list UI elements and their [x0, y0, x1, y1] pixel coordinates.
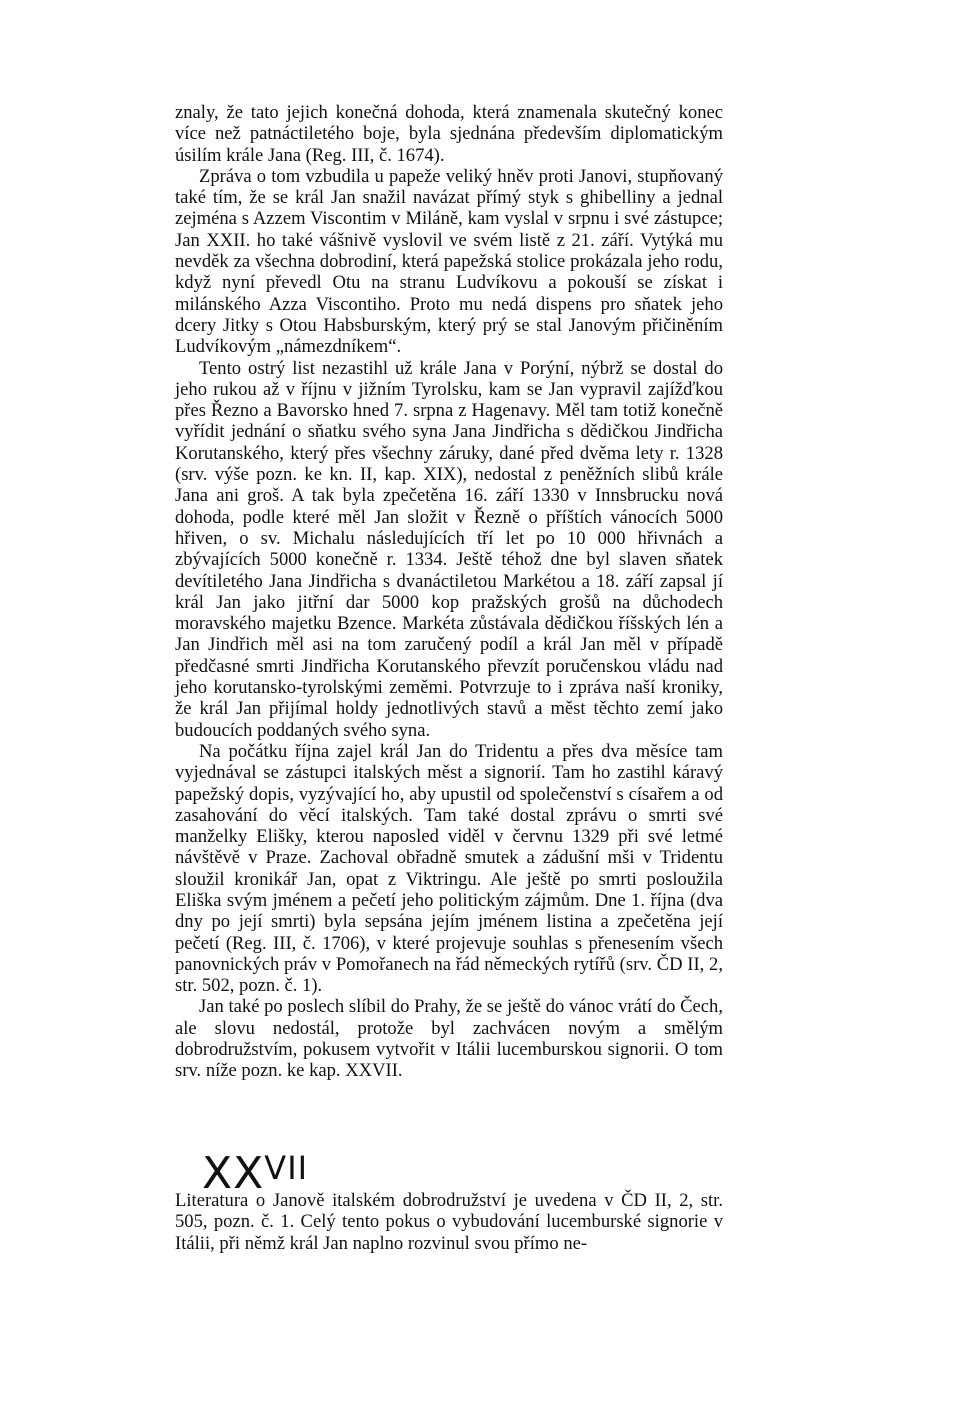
paragraph-trident: Na počátku října zajel král Jan do Tridentu a přes dva měsíce tam vyjednával se zástupci italských měst a signorií. Tam ho zastihl káravý papežský dopis, vyzývající ho, aby upustil od společenství s císařem a od zasahování do věcí italských. Tam také dostal zprávu o smrti své manželky Elišky, kterou naposled viděl v červnu 1329 při své letmé návštěvě v Praze. Zachoval obřadně smutek a zádušní mši v Tridentu sloužil kronikář Jan, opat z Viktringu. Ale ještě po smrti posloužila Eliška svým jménem a pečetí jeho politickým zájmům. Dne 1. října (dva dny po její smrti) byla sepsána jejím jménem listina a zpečetěna její pečetí (Reg. III, č. 1706), v které projevuje souhlas s přenesením všech panovnických práv v Pomořanech na řád německých rytířů (srv. ČD II, 2, str. 502, pozn. č. 1). [175, 740, 723, 997]
chapter-note-text: Literatura o Janově italském dobrodružství je uvedena v ČD II, 2, str. 505, pozn. č. 1. Celý tento pokus o vybudování lucemburské signorie v Itálii, při němž král Jan naplno rozvinul svou přímo ne- [175, 1190, 723, 1254]
paragraph-promise-prague: Jan také po poslech slíbil do Prahy, že se ještě do vánoc vrátí do Čech, ale slovu nedostál, protože byl zachvácen novým a smělým dobrodružstvím, pokusem vytvořit v Itálii lucemburskou signorii. O tom srv. níže pozn. ke kap. XXVII. [175, 996, 723, 1082]
chapter-numeral-main: XX [202, 1148, 265, 1199]
paragraph-continuation: znaly, že tato jejich konečná dohoda, která znamenala skutečný konec více než patnáctiletého boje, byla sjednána především diplomatickým úsilím krále Jana (Reg. III, č. 1674). [175, 102, 723, 166]
paragraph-tyrol-marriage: Tento ostrý list nezastihl už krále Jana v Porýní, nýbrž se dostal do jeho rukou až v říjnu v jižním Tyrolsku, kam se Jan vypravil zajížďkou přes Řezno a Bavorsko hned 7. srpna z Hagenavy. Měl tam totiž konečně vyřídit jednání o sňatku svého syna Jana Jindřicha s dědičkou Jindřicha Korutanského, který přes všechny záruky, dané před dvěma lety r. 1328 (srv. výše pozn. ke kn. II, kap. XIX), nedostal z peněžních slibů krále Jana ani groš. A tak byla zpečetěna 16. září 1330 v Innsbrucku nová dohoda, podle které měl Jan složit v Řezně o příštích vánocích 5000 hřiven, o sv. Michalu následujících tří let po 10 000 hřivnách a zbývajících 5000 konečně r. 1334. Ještě téhož dne byl slaven sňatek devítiletého Jana Jindřicha s dvanáctiletou Markétou a 18. září zapsal jí král Jan jako jitřní dar 5000 kop pražských grošů na důchodech moravského majetku Bzence. Markéta zůstávala dědičkou říšských lén a Jan Jindřich měl asi na tom zaručený podíl a král Jan měl v případě předčasné smrti Jindřicha Korutanského převzít poručenskou vládu nad jeho korutansko-tyrolskými zeměmi. Potvrzuje to i zpráva naší kroniky, že král Jan přijímal holdy jednotlivých stavů a měst těchto zemí jako budoucích poddaných svého syna. [175, 357, 723, 741]
paragraph-papal-anger: Zpráva o tom vzbudila u papeže veliký hněv proti Janovi, stupňovaný také tím, že se král Jan snažil navázat přímý styk s ghibelliny a jednal zejména s Azzem Viscontim v Miláně, kam vyslal v srpnu i své zástupce; Jan XXII. ho také vášnivě vyslovil ve svém listě z 21. září. Vytýká mu nevděk za všechna dobrodiní, která papežská stolice prokázala jeho rodu, když nyní převedl Otu na stranu Ludvíkovu a pokouší se získat i milánského Azza Viscontiho. Proto mu nedá dispens pro sňatek jeho dcery Jitky s Otou Habsburským, který prý se stal Janovým přičiněním Ludvíkovým „námezdníkem“. [175, 165, 723, 358]
chapter-heading [202, 1146, 309, 1199]
chapter-numeral-suffix: VII [264, 1149, 309, 1187]
notes-text-block [175, 102, 723, 1082]
